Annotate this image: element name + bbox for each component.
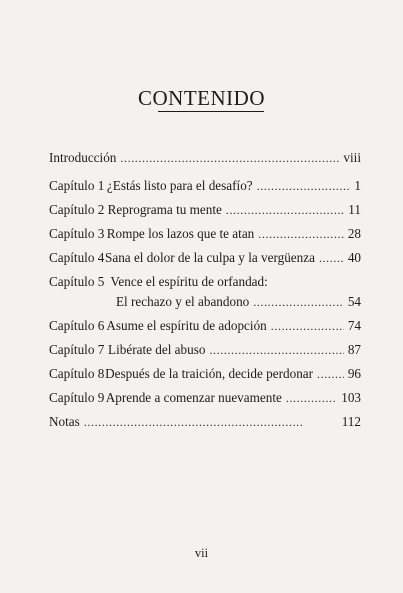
dot-leader (253, 294, 344, 310)
toc-label: Capítulo 2 (49, 202, 105, 217)
dot-leader (226, 202, 344, 218)
toc-label: Capítulo 7 (49, 342, 105, 357)
title-underline (158, 111, 264, 112)
toc-entry-capitulo-2 (49, 202, 361, 218)
dot-leader (84, 414, 338, 430)
dot-leader (120, 150, 339, 166)
toc-title: Libérate del abuso (108, 342, 206, 357)
toc-entry-notas (49, 414, 361, 430)
dot-leader (317, 366, 344, 382)
toc-label: Capítulo 3 (49, 226, 105, 241)
toc-title: Asume el espíritu de adopción (106, 318, 267, 333)
toc-entry-capitulo-5 (49, 274, 361, 310)
toc-entry-capitulo-8 (49, 366, 361, 382)
toc-title: Sana el dolor de la culpa y la vergüenza (105, 250, 315, 265)
toc-entry-capitulo-6 (49, 318, 361, 334)
toc-entry-capitulo-3 (49, 226, 361, 242)
toc-label: Capítulo 5 (49, 274, 105, 289)
toc-page-number: viii (343, 150, 361, 165)
toc-title-line2: El rechazo y el abandono (116, 294, 250, 309)
toc-entry-capitulo-9 (49, 390, 361, 406)
toc-title: Aprende a comenzar nuevamente (105, 390, 282, 405)
page-folio: vii (194, 546, 209, 560)
dot-leader (258, 226, 344, 242)
toc-label: Notas (49, 414, 80, 429)
toc-page-number: 1 (354, 178, 361, 193)
toc-entry-capitulo-4 (49, 250, 361, 266)
toc-title: Reprograma tu mente (107, 202, 222, 217)
toc-title: ¿Estás listo para el desafío? (106, 178, 253, 193)
toc-title: Después de la traición, decide perdonar (105, 366, 314, 381)
toc-page-number: 28 (347, 226, 361, 241)
toc-entry-capitulo-7 (49, 342, 361, 358)
toc-page-number: 87 (347, 342, 361, 357)
dot-leader (271, 318, 344, 334)
toc-label: Introducción (49, 150, 117, 165)
toc-label: Capítulo 9 (49, 390, 105, 405)
dot-leader (286, 390, 337, 406)
toc-page-number: 40 (347, 250, 361, 265)
toc-page-number: 112 (341, 414, 361, 429)
dot-leader (209, 342, 343, 358)
toc-label: Capítulo 8 (49, 366, 105, 381)
toc-page-number: 96 (347, 366, 361, 381)
dot-leader (257, 178, 351, 194)
toc-label: Capítulo 6 (49, 318, 105, 333)
toc-label: Capítulo 1 (49, 178, 105, 193)
toc-page-number: 103 (341, 390, 361, 405)
toc-page-number: 54 (347, 294, 361, 309)
toc-entry-capitulo-1 (49, 178, 361, 194)
toc-title: Vence el espíritu de orfandad: (110, 274, 268, 289)
toc-page-number: 11 (348, 202, 361, 217)
dot-leader (319, 250, 344, 266)
toc-page-number: 74 (347, 318, 361, 333)
toc-title: Rompe los lazos que te atan (106, 226, 255, 241)
toc-entry-introduccion (49, 150, 361, 166)
toc-label: Capítulo 4 (49, 250, 105, 265)
page-title: CONTENIDO (138, 86, 265, 110)
